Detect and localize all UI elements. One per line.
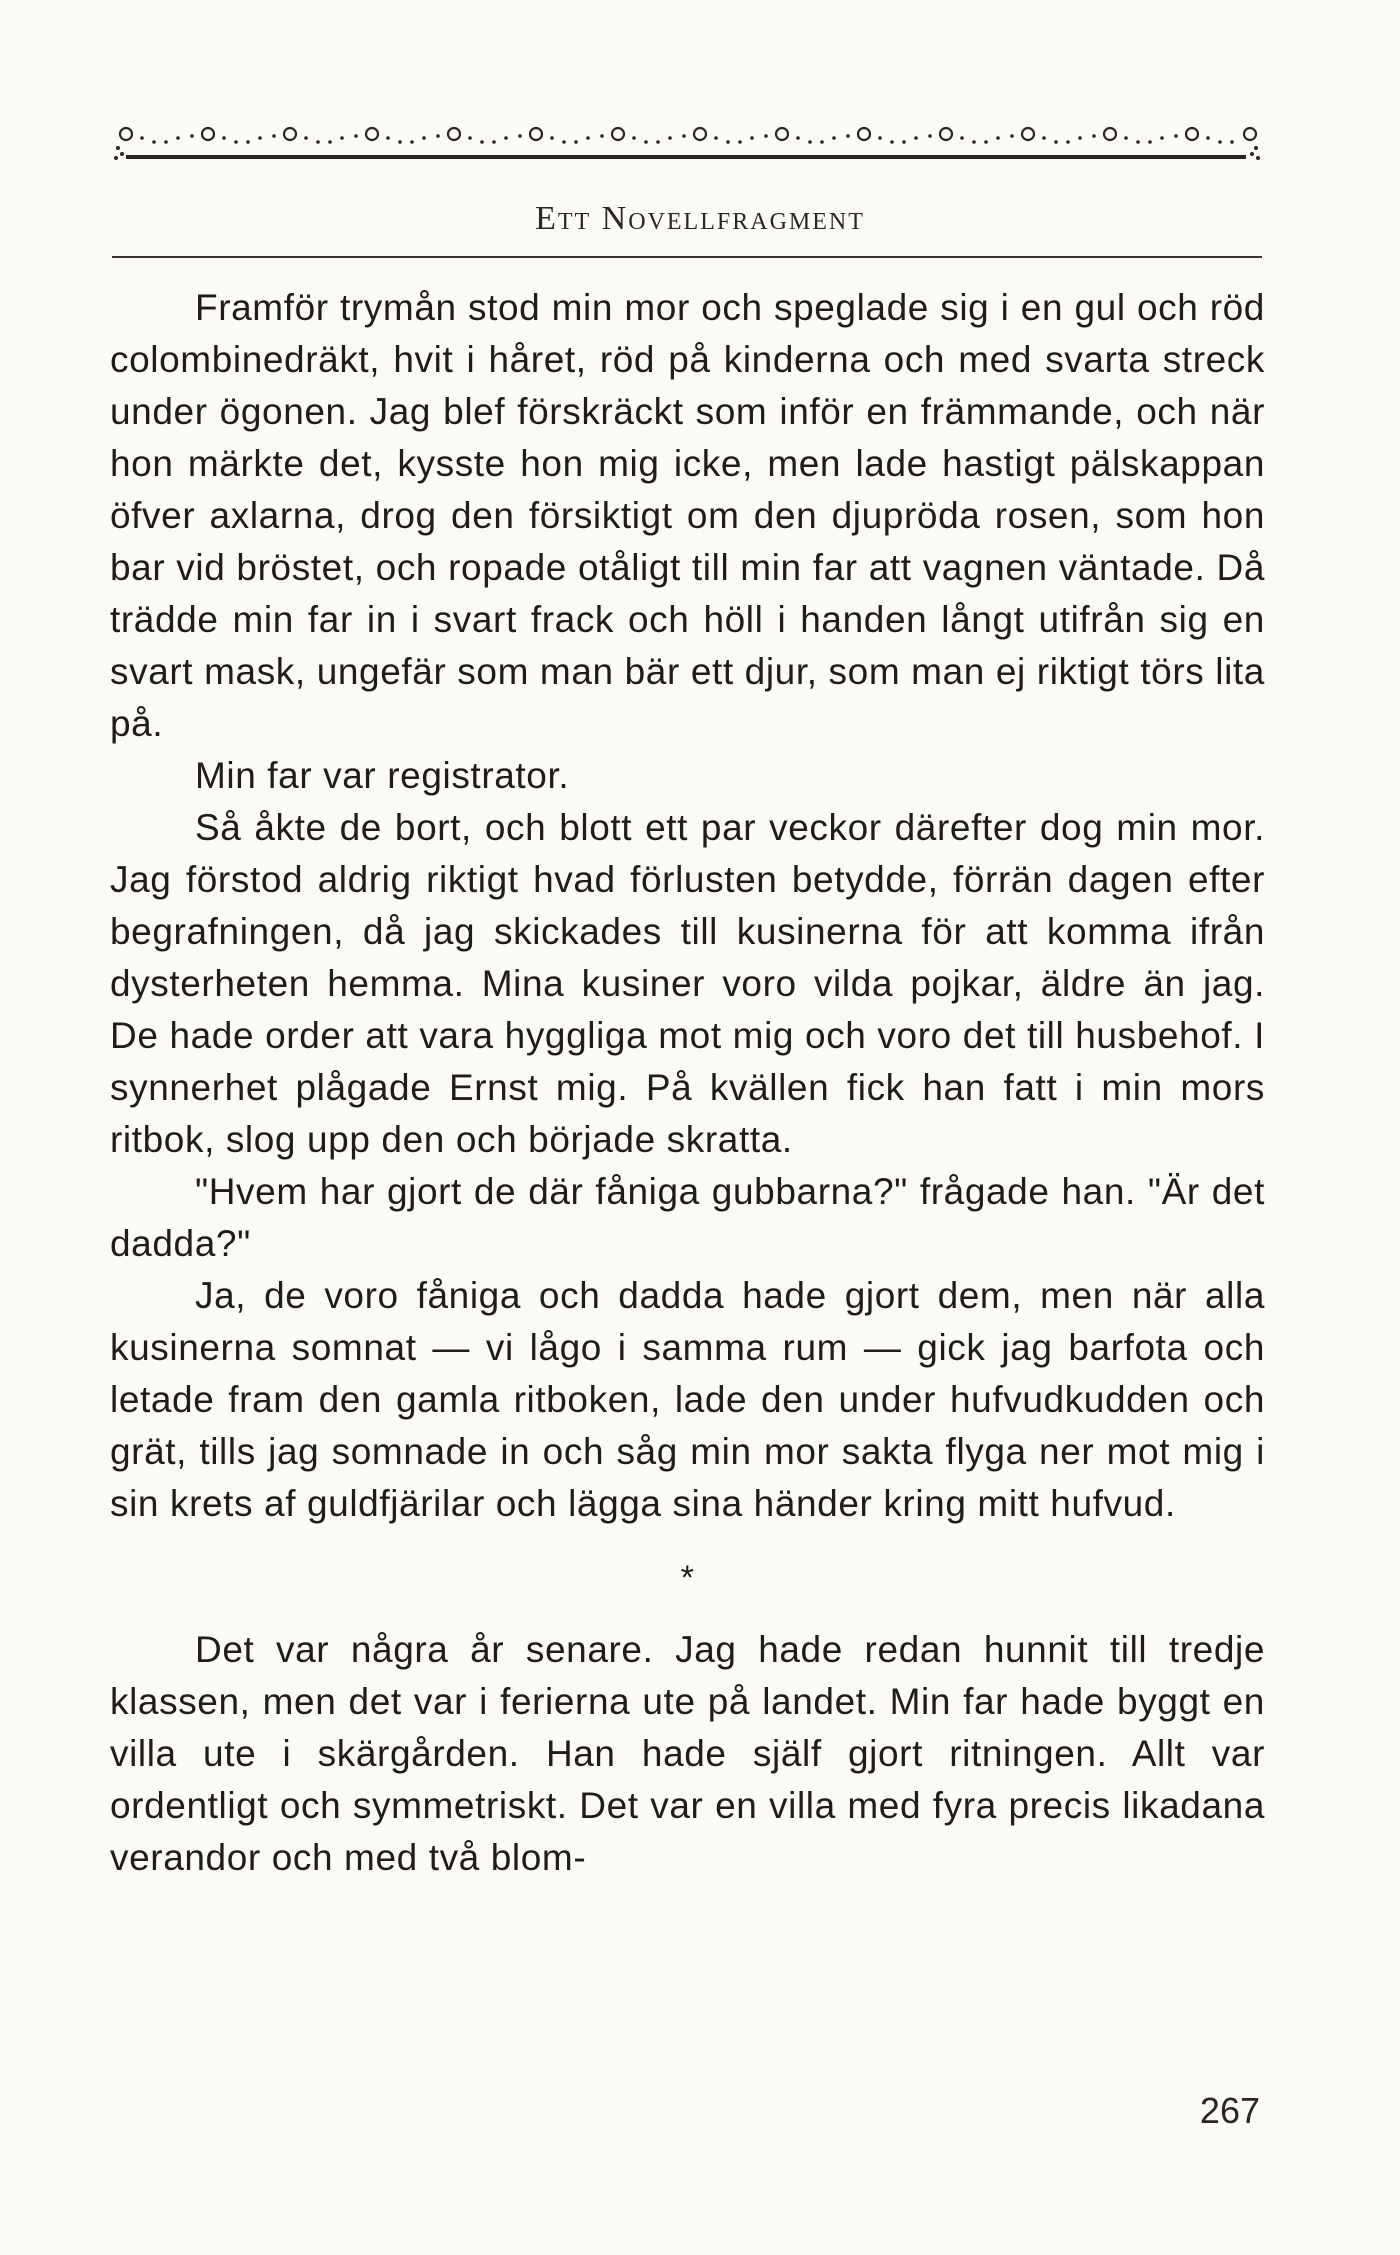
paragraph: "Hvem har gjort de där fåniga gubbarna?" frågade han. "Är det dadda?" — [110, 1171, 1265, 1264]
header-rule — [112, 256, 1262, 258]
paragraph: Det var några år senare. Jag hade redan hunnit till tredje klassen, men det var i ferierna ute på landet. Min far hade byggt en villa ute i skärgården. Han hade själf gjort ritningen. Allt var ordentligt och symmetriskt. Det var en villa med fyra precis likadana verandor och med två blom- — [110, 1629, 1265, 1878]
header-ornament — [112, 118, 1262, 168]
paragraph: Framför trymån stod min mor och speglade sig i en gul och röd colombinedräkt, hvit i håret, röd på kinderna och med svarta streck under ögonen. Jag blef förskräckt som inför en främmande, och när hon märkte det, kysste hon mig icke, men lade hastigt pälskappan öfver axlarna, drog den försiktigt om den djupröda rosen, som hon bar vid bröstet, och ropade otåligt till min far att vagnen väntade. Då trädde min far in i svart frack och höll i handen långt utifrån sig en svart mask, ungefär som man bär ett djur, som man ej riktigt törs lita på. — [110, 287, 1265, 744]
paragraph: Ja, de voro fåniga och dadda hade gjort dem, men när alla kusinerna somnat — vi lågo i samma rum — gick jag barfota och letade fram den gamla ritboken, lade den under hufvudkudden och grät, tills jag somnade in och såg min mor sakta flyga ner mot mig i sin krets af guldfjärilar och lägga sina händer kring mitt hufvud. — [110, 1275, 1265, 1524]
paragraph: Så åkte de bort, och blott ett par veckor därefter dog min mor. Jag förstod aldrig riktigt hvad förlusten betydde, förrän dagen efter begrafningen, då jag skickades till kusinerna för att komma ifrån dysterheten hemma. Mina kusiner voro vilda pojkar, äldre än jag. De hade order att vara hyggliga mot mig och voro det till husbehof. I synnerhet plågade Ernst mig. På kvällen fick han fatt i min mors ritbok, slog upp den och började skratta. — [110, 807, 1265, 1160]
running-head: Ett Novellfragment — [535, 200, 865, 237]
paragraph: Min far var registrator. — [195, 755, 570, 796]
section-separator: * — [680, 1559, 695, 1597]
page-number: 267 — [1199, 2090, 1260, 2131]
body-text — [110, 282, 1265, 1884]
